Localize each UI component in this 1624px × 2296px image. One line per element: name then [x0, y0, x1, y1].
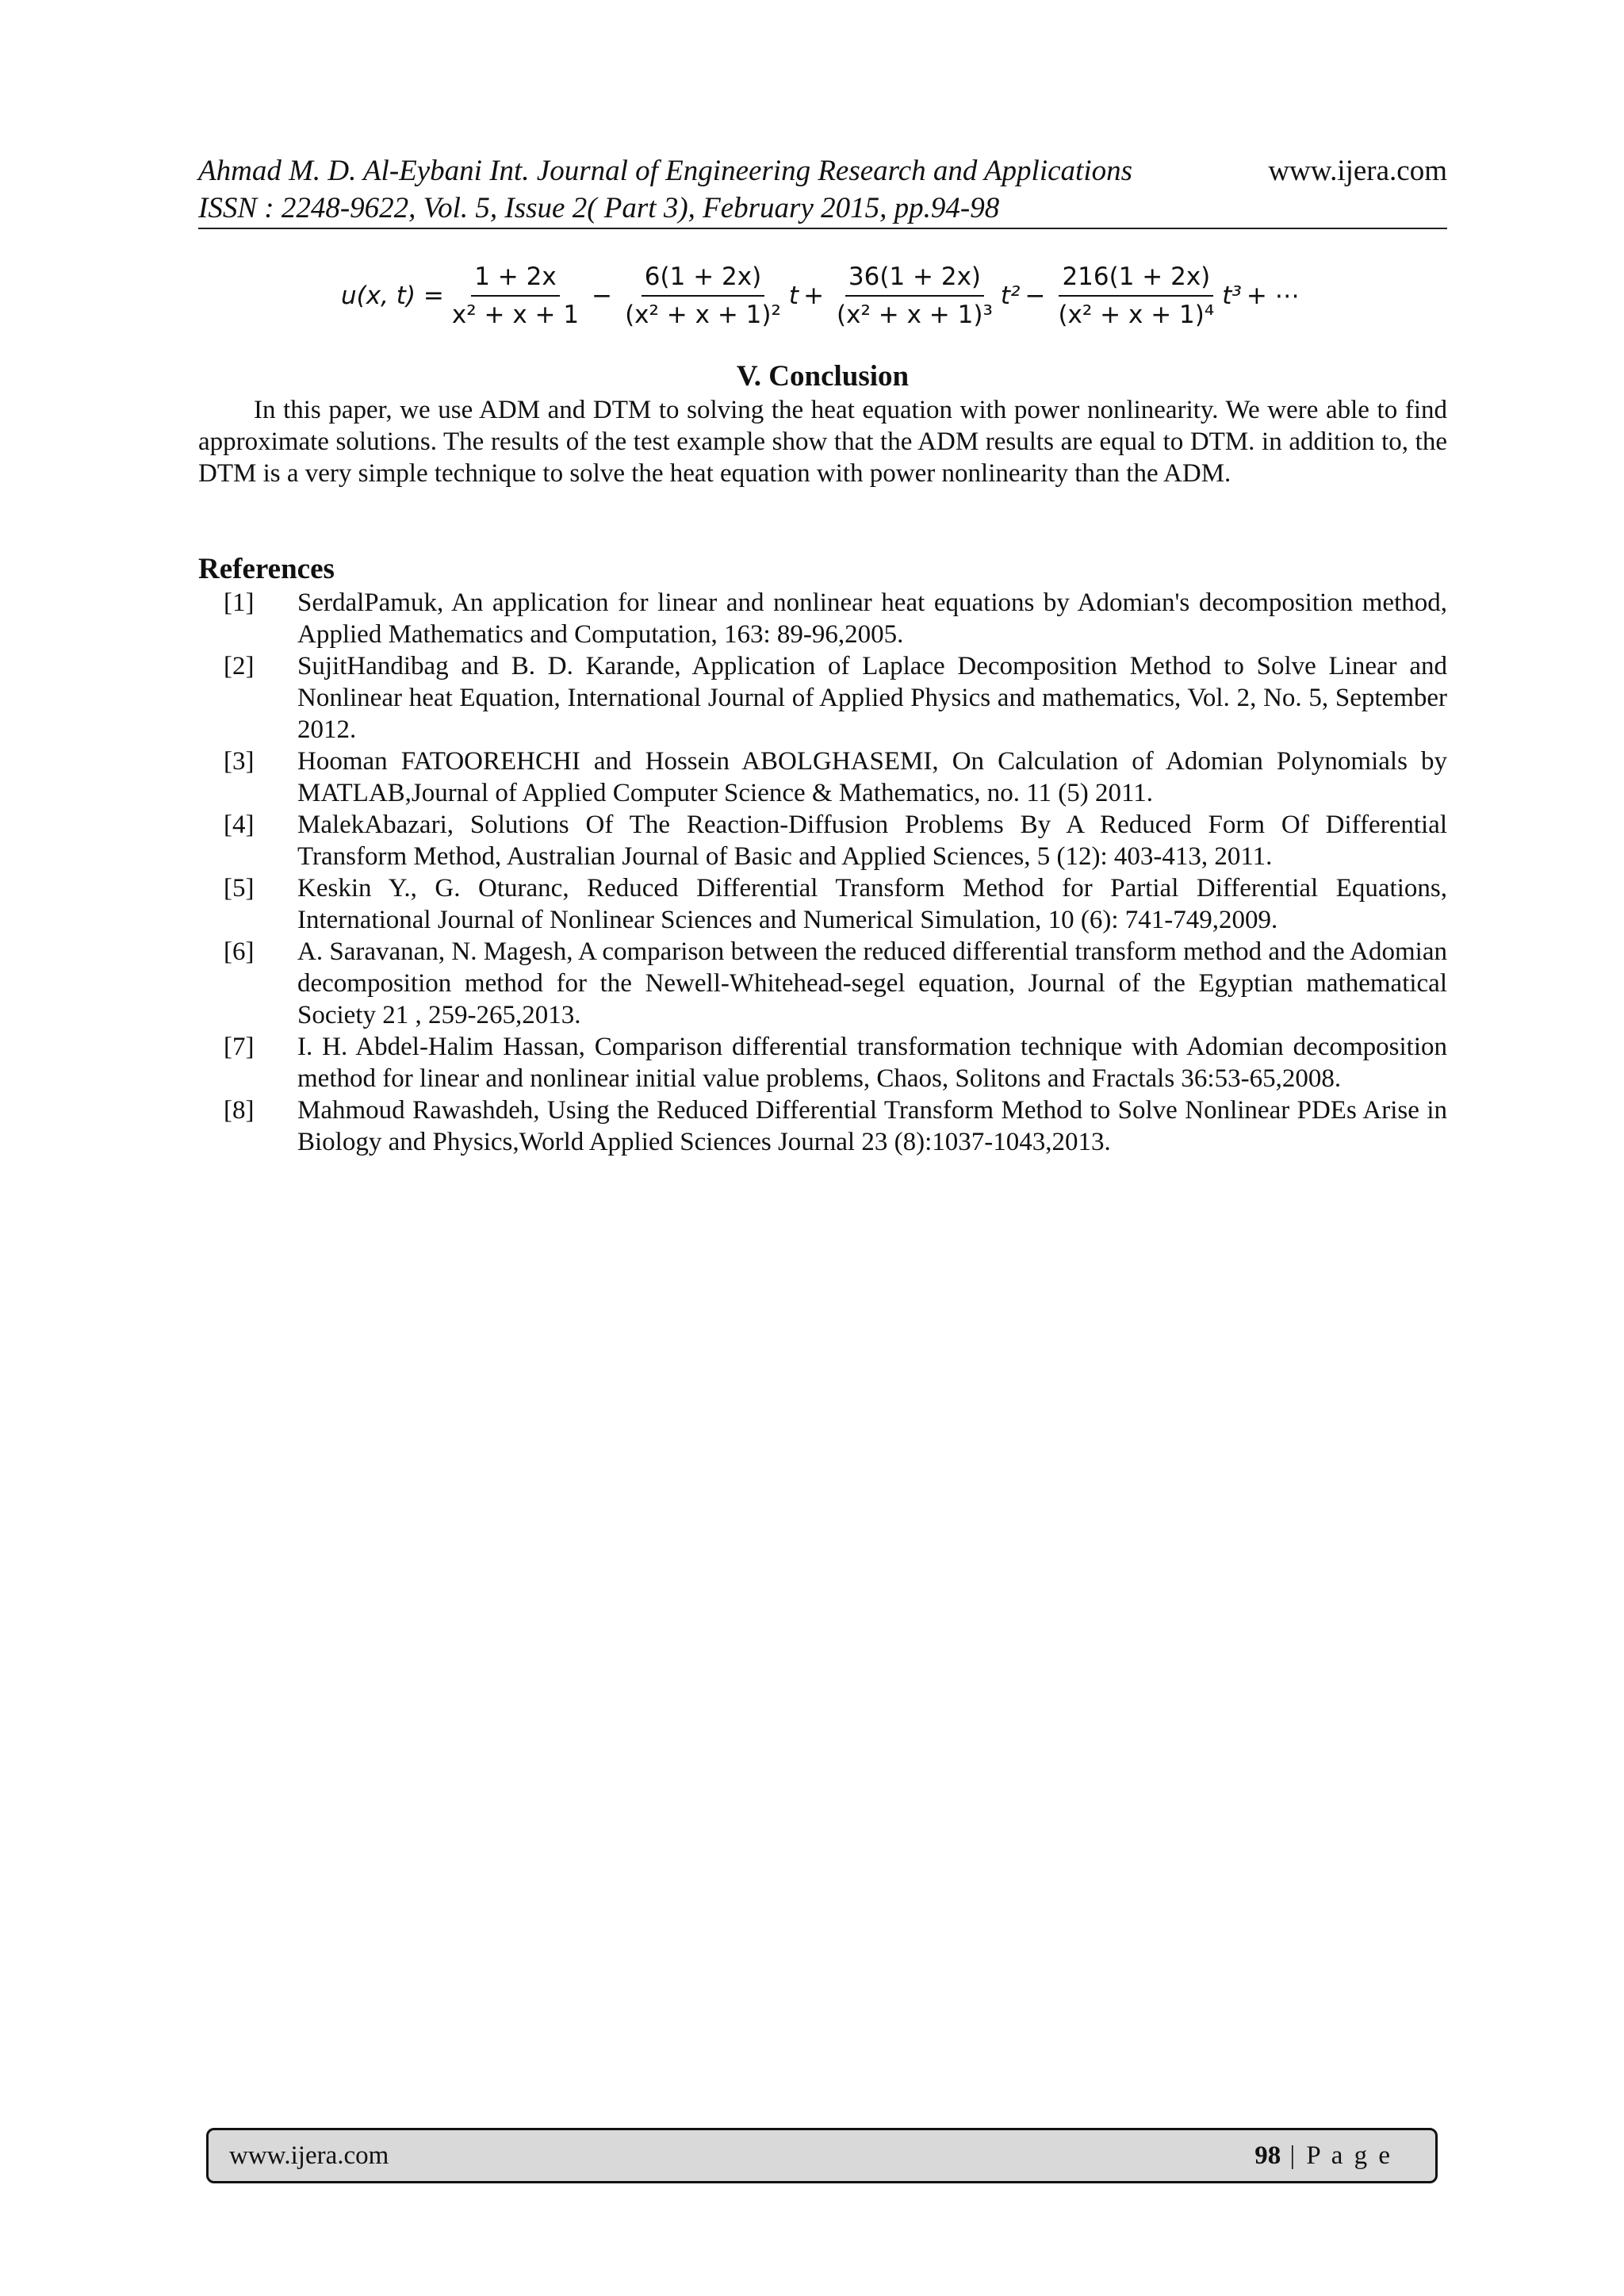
- reference-text: Hooman FATOOREHCHI and Hossein ABOLGHASEMI, On Calculation of Adomian Polynomials by MATLAB,Journal of Applied Computer Science & Mathematics, no. 11 (5) 2011.: [297, 747, 1447, 807]
- reference-number: [7]: [224, 1033, 255, 1061]
- equation-tail: + ⋯: [1246, 282, 1300, 310]
- reference-text: MalekAbazari, Solutions Of The Reaction-Diffusion Problems By A Reduced Form Of Differential Transform Method, Australian Journal of Basic and Applied Sciences, 5 (12): 403-413, 2011.: [297, 811, 1447, 871]
- reference-item: [198, 1031, 1447, 1094]
- term-1-denominator: x² + x + 1: [451, 301, 580, 329]
- term-1-numerator: 1 + 2x: [471, 263, 559, 297]
- reference-text: SujitHandibag and B. D. Karande, Application of Laplace Decomposition Method to Solve Linear and Nonlinear heat Equation, International Journal of Applied Physics and mathematics, Vol. 2, No. 5, September 2012.: [297, 652, 1447, 744]
- header-journal-line: Ahmad M. D. Al-Eybani Int. Journal of Engineering Research and Applications: [198, 155, 1133, 187]
- equation-term-4: [1055, 263, 1217, 329]
- conclusion-heading: V. Conclusion: [736, 360, 910, 393]
- reference-item: [198, 809, 1447, 872]
- term-2-factor: t: [788, 282, 799, 310]
- term-2-denominator: (x² + x + 1)²: [625, 301, 781, 329]
- equation-term-1: [449, 263, 582, 329]
- header-issn-line: ISSN : 2248-9622, Vol. 5, Issue 2( Part 3), February 2015, pp.94-98: [198, 192, 1000, 224]
- page-footer: [206, 2128, 1438, 2183]
- header-website: www.ijera.com: [1268, 155, 1447, 187]
- page-number: 98: [1254, 2141, 1281, 2170]
- term-4-numerator: 216(1 + 2x): [1059, 263, 1213, 297]
- equation-term-2: [622, 263, 784, 329]
- running-header: [198, 152, 1447, 227]
- equation-lhs: u(x, t) =: [341, 282, 444, 310]
- reference-text: SerdalPamuk, An application for linear and nonlinear heat equations by Adomian's decomposition method, Applied Mathematics and Computation, 163: 89-96,2005.: [297, 588, 1447, 649]
- conclusion-paragraph: In this paper, we use ADM and DTM to solving the heat equation with power nonlinearity. We were able to find approximate solutions. The results of the test example show that the ADM results are equal to DTM. in addition to, the DTM is a very simple technique to solve the heat equation with power nonlinearity than the ADM.: [198, 396, 1447, 488]
- page-label: | P a g e: [1281, 2141, 1392, 2170]
- reference-item: [198, 936, 1447, 1031]
- reference-text: I. H. Abdel-Halim Hassan, Comparison differential transformation technique with Adomian decomposition method for linear and nonlinear initial value problems, Chaos, Solitons and Fractals 36:53-65,2008.: [297, 1033, 1447, 1093]
- reference-number: [2]: [224, 652, 255, 680]
- reference-number: [1]: [224, 588, 255, 617]
- reference-item: [198, 650, 1447, 746]
- reference-number: [8]: [224, 1096, 255, 1125]
- footer-page-indicator: [1254, 2140, 1392, 2171]
- references-heading: References: [198, 553, 335, 585]
- equation-term-3: [833, 263, 996, 329]
- reference-text: Keskin Y., G. Oturanc, Reduced Differential Transform Method for Partial Differential Equations, International Journal of Nonlinear Sciences and Numerical Simulation, 10 (6): 741-749,2009.: [297, 874, 1447, 934]
- operator-3: −: [1025, 282, 1046, 310]
- header-rule: [198, 228, 1447, 229]
- reference-number: [3]: [224, 747, 255, 776]
- reference-item: [198, 1094, 1447, 1158]
- reference-text: Mahmoud Rawashdeh, Using the Reduced Differential Transform Method to Solve Nonlinear PDEs Arise in Biology and Physics,World Applied Sciences Journal 23 (8):1037-1043,2013.: [297, 1096, 1447, 1156]
- solution-equation: [341, 252, 1304, 339]
- reference-list: [198, 587, 1447, 1158]
- term-4-denominator: (x² + x + 1)⁴: [1058, 301, 1215, 329]
- term-4-factor: t³: [1222, 282, 1242, 310]
- reference-number: [5]: [224, 874, 255, 903]
- reference-number: [4]: [224, 811, 255, 839]
- reference-item: [198, 746, 1447, 809]
- reference-item: [198, 587, 1447, 650]
- reference-item: [198, 872, 1447, 936]
- footer-website: www.ijera.com: [229, 2141, 389, 2170]
- operator-2: +: [803, 282, 825, 310]
- reference-text: A. Saravanan, N. Magesh, A comparison between the reduced differential transform method and the Adomian decomposition method for the Newell-Whitehead-segel equation, Journal of the Egyptian mathematical Society 21 , 259-265,2013.: [297, 937, 1447, 1029]
- term-3-numerator: 36(1 + 2x): [845, 263, 984, 297]
- reference-number: [6]: [224, 937, 255, 966]
- operator-1: −: [592, 282, 613, 310]
- term-3-factor: t²: [1000, 282, 1021, 310]
- term-2-numerator: 6(1 + 2x): [642, 263, 764, 297]
- term-3-denominator: (x² + x + 1)³: [837, 301, 993, 329]
